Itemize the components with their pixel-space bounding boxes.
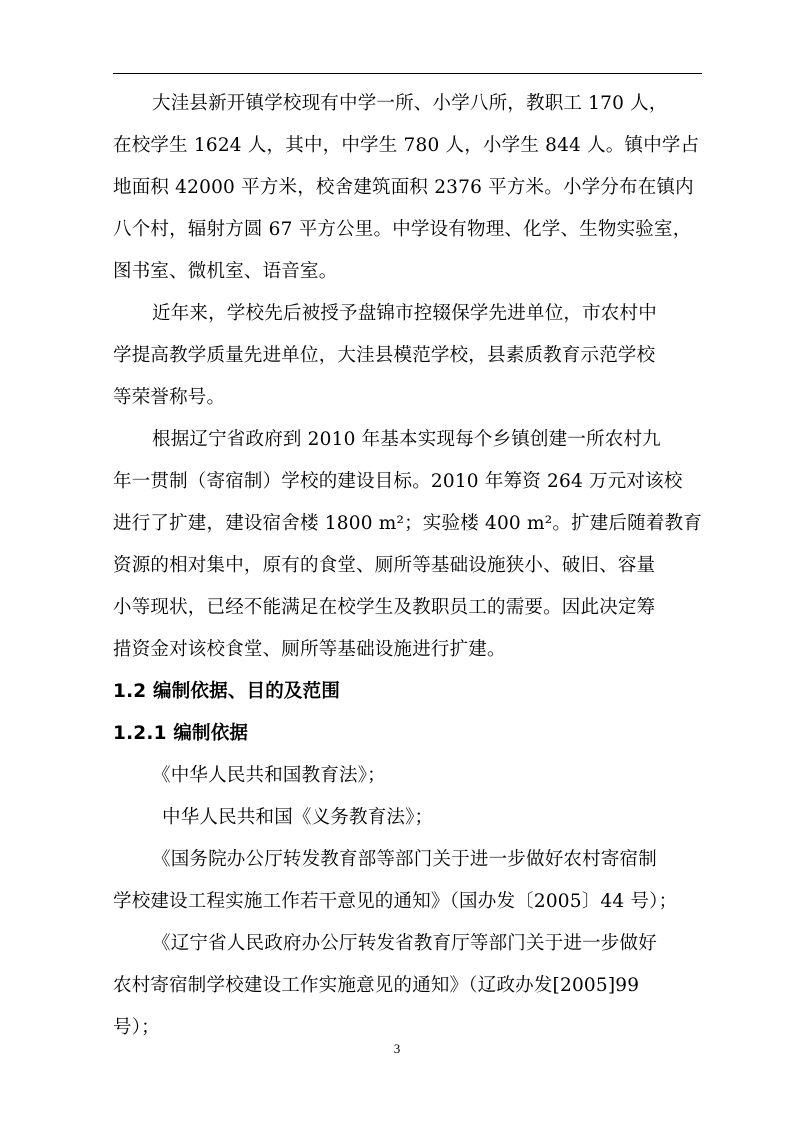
paragraph-3-line-5: 小等现状，已经不能满足在校学生及教职员工的需要。因此决定筹 — [113, 597, 656, 618]
reference-4-line-2: 农村寄宿制学校建设工作实施意见的通知》（辽政办发[2005]99 — [113, 975, 640, 996]
paragraph-1-line-5: 图书室、微机室、语音室。 — [113, 261, 338, 282]
paragraph-1-line-2: 在校学生 1624 人，其中，中学生 780 人，小学生 844 人。镇中学占 — [113, 135, 700, 156]
subsection-heading: 1.2.1 编制依据 — [113, 723, 249, 744]
paragraph-3-line-3: 进行了扩建，建设宿舍楼 1800 m²；实验楼 400 m²。扩建后随着教育 — [113, 513, 702, 534]
reference-4-line-3: 号）； — [113, 1017, 160, 1038]
page-number: 3 — [393, 1041, 401, 1056]
paragraph-1-line-3: 地面积 42000 平方米，校舍建筑面积 2376 平方米。小学分布在镇内 — [113, 177, 694, 198]
paragraph-3-line-6: 措资金对该校食堂、厕所等基础设施进行扩建。 — [113, 639, 506, 660]
paragraph-2-line-1: 近年来，学校先后被授予盘锦市控辍保学先进单位，市农村中 — [152, 303, 657, 324]
reference-4-line-1: 《辽宁省人民政府办公厅转发省教育厅等部门关于进一步做好 — [152, 933, 657, 954]
reference-1: 《中华人民共和国教育法》； — [152, 765, 386, 786]
paragraph-3-line-4: 资源的相对集中，原有的食堂、厕所等基础设施狭小、破旧、容量 — [113, 555, 656, 576]
paragraph-3-line-1: 根据辽宁省政府到 2010 年基本实现每个乡镇创建一所农村九 — [152, 429, 661, 450]
paragraph-1-line-4: 八个村，辐射方圆 67 平方公里。中学设有物理、化学、生物实验室， — [113, 219, 692, 240]
header-rule — [113, 73, 702, 74]
reference-3-line-2: 学校建设工程实施工作若干意见的通知》（国办发〔2005〕44 号）； — [113, 891, 678, 912]
paragraph-3-line-2: 年一贯制（寄宿制）学校的建设目标。2010 年筹资 264 万元对该校 — [113, 471, 683, 492]
reference-3-line-1: 《国务院办公厅转发教育部等部门关于进一步做好农村寄宿制 — [152, 849, 657, 870]
paragraph-1-line-1: 大洼县新开镇学校现有中学一所、小学八所，教职工 170 人， — [152, 93, 668, 114]
paragraph-2-line-3: 等荣誉称号。 — [113, 387, 226, 408]
paragraph-2-line-2: 学提高教学质量先进单位，大洼县模范学校，县素质教育示范学校 — [113, 345, 656, 366]
section-heading: 1.2 编制依据、目的及范围 — [113, 681, 341, 702]
reference-2: 中华人民共和国《义务教育法》； — [162, 807, 434, 828]
